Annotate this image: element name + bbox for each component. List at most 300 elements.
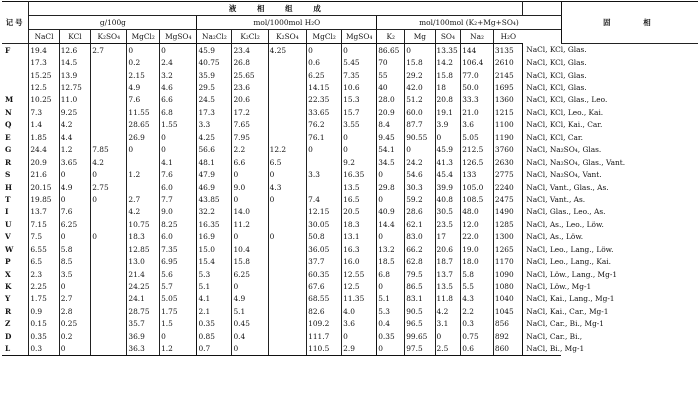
table-cell: 10.25	[29, 94, 59, 106]
table-cell: 1090	[493, 268, 522, 280]
table-row	[2, 181, 698, 193]
table-cell: 0	[232, 280, 268, 292]
table-cell: 0.25	[59, 318, 91, 330]
table-cell: 1.2	[127, 168, 160, 180]
table-cell: 13.35	[435, 44, 461, 57]
table-cell: 11.8	[435, 293, 461, 305]
table-cell: 106.4	[461, 56, 494, 68]
table-cell	[91, 305, 127, 317]
table-cell: 82.6	[307, 305, 342, 317]
table-cell: 0	[127, 144, 160, 156]
table-cell: 0	[377, 193, 405, 205]
table-cell: 0.2	[127, 56, 160, 68]
table-cell: 66.2	[405, 243, 435, 255]
table-cell: 1.2	[160, 343, 197, 356]
table-cell	[268, 343, 307, 356]
table-cell: 5.05	[461, 131, 494, 143]
table-cell: 6.25	[232, 268, 268, 280]
table-cell: 36.05	[307, 243, 342, 255]
table-cell: 24.2	[405, 156, 435, 168]
table-cell	[268, 243, 307, 255]
table-cell: 6.55	[29, 243, 59, 255]
table-cell: 6.6	[160, 94, 197, 106]
table-cell: 8.4	[377, 119, 405, 131]
table-cell: 7.4	[307, 193, 342, 205]
table-cell: 25.65	[232, 69, 268, 81]
table-cell: 13.5	[342, 181, 377, 193]
table-cell: 0	[160, 131, 197, 143]
table-cell: 3.65	[59, 156, 91, 168]
table-cell: 14.5	[59, 56, 91, 68]
table-cell: 0	[342, 144, 377, 156]
table-cell: 40.8	[435, 193, 461, 205]
solid-phase-cell: NaCl, Na₂SO₄, Glas., Vant.	[523, 156, 562, 168]
table-cell: 7.3	[29, 106, 59, 118]
table-cell: 30.3	[405, 181, 435, 193]
table-cell: 108.5	[461, 193, 494, 205]
table-cell: 51.2	[405, 94, 435, 106]
table-cell: 2.7	[59, 293, 91, 305]
row-code: I	[5, 207, 9, 217]
table-cell: 0	[342, 44, 377, 57]
table-cell: 10.6	[342, 81, 377, 93]
table-cell: 17.3	[197, 106, 232, 118]
table-cell: 14.2	[435, 56, 461, 68]
solid-phase-cell: NaCl, KCl, Glas.	[523, 44, 562, 57]
table-cell: 56.6	[197, 144, 232, 156]
table-cell: 5.1	[232, 305, 268, 317]
table-cell: 0.7	[197, 343, 232, 356]
table-row	[2, 255, 698, 267]
table-cell: 0.3	[29, 343, 59, 356]
table-cell	[268, 293, 307, 305]
table-cell: 0	[232, 168, 268, 180]
table-cell: 1360	[493, 94, 522, 106]
table-cell: 0	[59, 193, 91, 205]
solid-phase-cell: NaCl, As., Löw.	[523, 231, 562, 243]
table-cell: 9.45	[377, 131, 405, 143]
table-cell: 12.6	[59, 44, 91, 57]
table-cell: 1.85	[29, 131, 59, 143]
table-cell	[91, 343, 127, 356]
table-cell: 5.1	[377, 293, 405, 305]
table-cell: 15.25	[29, 69, 59, 81]
table-cell: 0	[268, 193, 307, 205]
table-cell: 15.8	[435, 69, 461, 81]
table-cell: 26.9	[127, 131, 160, 143]
table-cell: 6.5	[268, 156, 307, 168]
table-cell: 1080	[493, 280, 522, 292]
solubility-table	[2, 1, 698, 356]
table-cell: 23.5	[435, 218, 461, 230]
table-cell: 5.3	[197, 268, 232, 280]
table-cell: 0	[377, 343, 405, 356]
table-cell: 0	[268, 231, 307, 243]
table-cell: 40	[377, 81, 405, 93]
table-cell: 45.9	[435, 144, 461, 156]
table-row	[2, 318, 698, 330]
table-cell: 21.0	[461, 106, 494, 118]
table-cell: 9.0	[160, 206, 197, 218]
row-code: G	[5, 145, 12, 155]
table-cell	[268, 330, 307, 342]
table-cell: 1190	[493, 131, 522, 143]
solid-phase-cell: NaCl, Vant., As.	[523, 193, 562, 205]
table-cell: 6.6	[232, 156, 268, 168]
table-cell: 0	[405, 44, 435, 57]
table-cell	[91, 131, 127, 143]
table-cell: 212.5	[461, 144, 494, 156]
table-cell	[268, 69, 307, 81]
table-cell: 43.85	[197, 193, 232, 205]
table-row	[2, 56, 698, 68]
solid-phase-cell: NaCl, Kai., Lang., Mg-1	[523, 293, 562, 305]
table-cell	[91, 94, 127, 106]
solid-phase-cell: NaCl, Vant., Glas., As.	[523, 181, 562, 193]
row-code: U	[5, 219, 12, 229]
table-cell: 36.3	[127, 343, 160, 356]
table-cell: 48.0	[461, 206, 494, 218]
table-cell: 0	[232, 231, 268, 243]
column-header: SO₄	[435, 30, 461, 44]
table-cell: 62.8	[405, 255, 435, 267]
table-cell: 4.9	[59, 181, 91, 193]
table-cell: 15.3	[342, 94, 377, 106]
table-cell: 60.35	[307, 268, 342, 280]
table-cell: 5.45	[342, 56, 377, 68]
table-cell: 0	[377, 231, 405, 243]
table-cell: 2.2	[232, 144, 268, 156]
unit-mol-h2o-header: mol/1000mol H₂O	[197, 16, 377, 30]
table-cell: 9.2	[342, 156, 377, 168]
table-cell	[268, 280, 307, 292]
table-cell: 19.0	[461, 243, 494, 255]
table-cell: 0	[232, 343, 268, 356]
table-cell: 41.3	[435, 156, 461, 168]
table-cell: 13.5	[435, 280, 461, 292]
table-cell: 37.7	[307, 255, 342, 267]
column-header: MgSO₄	[342, 30, 377, 44]
table-cell: 33.3	[461, 94, 494, 106]
table-cell: 6.8	[160, 106, 197, 118]
table-cell: 1695	[493, 81, 522, 93]
table-cell: 0	[405, 144, 435, 156]
table-cell: 12.5	[29, 81, 59, 93]
table-cell: 86.65	[377, 44, 405, 57]
table-cell: 11.0	[59, 94, 91, 106]
table-cell: 28.6	[405, 206, 435, 218]
table-cell: 17	[435, 231, 461, 243]
row-code: K	[5, 282, 12, 292]
table-cell: 2240	[493, 181, 522, 193]
table-cell: 20.5	[342, 206, 377, 218]
table-cell	[91, 268, 127, 280]
table-cell: 6.0	[160, 181, 197, 193]
row-code: W	[5, 244, 14, 254]
table-cell: 7.95	[232, 131, 268, 143]
table-cell: 90.55	[405, 131, 435, 143]
table-cell: 0	[268, 168, 307, 180]
table-cell: 0.75	[461, 330, 494, 342]
table-cell	[127, 181, 160, 193]
table-cell: 20.9	[29, 156, 59, 168]
table-cell: 2.15	[127, 69, 160, 81]
table-cell: 90.5	[405, 305, 435, 317]
row-code: S	[5, 170, 11, 180]
table-cell: 50.8	[307, 231, 342, 243]
table-cell: 856	[493, 318, 522, 330]
table-cell: 11.35	[342, 293, 377, 305]
row-code	[2, 81, 29, 93]
table-row	[2, 131, 698, 143]
table-cell: 4.4	[59, 131, 91, 143]
solid-phase-cell: NaCl, Glas., Leo., As.	[523, 206, 562, 218]
table-cell: 2.75	[91, 181, 127, 193]
table-cell: 0.4	[232, 330, 268, 342]
table-cell: 4.2	[127, 206, 160, 218]
table-cell: 0	[59, 168, 91, 180]
row-code	[2, 56, 29, 68]
table-row	[2, 206, 698, 218]
table-cell: 22.0	[461, 231, 494, 243]
table-cell: 0.35	[377, 330, 405, 342]
table-cell	[91, 218, 127, 230]
table-cell: 3.3	[307, 168, 342, 180]
table-cell: 3135	[493, 44, 522, 57]
table-row	[2, 305, 698, 317]
table-cell: 6.0	[160, 231, 197, 243]
table-cell: 21.4	[127, 268, 160, 280]
table-cell	[91, 56, 127, 68]
table-cell: 0	[91, 231, 127, 243]
solid-phase-cell: NaCl, Leo., Lang., Kai.	[523, 255, 562, 267]
row-code: X	[5, 269, 11, 279]
table-cell	[91, 293, 127, 305]
table-cell	[268, 305, 307, 317]
table-cell: 4.2	[435, 305, 461, 317]
table-cell: 0	[435, 131, 461, 143]
table-cell: 1285	[493, 218, 522, 230]
table-cell: 45.4	[435, 168, 461, 180]
table-cell: 8.5	[59, 255, 91, 267]
unit-mol-salt-header: mol/100mol (K₂+Mg+SO₄)	[377, 16, 562, 30]
table-cell: 20.9	[377, 106, 405, 118]
table-cell: 111.7	[307, 330, 342, 342]
table-cell: 24.4	[29, 144, 59, 156]
table-cell: 28.0	[377, 94, 405, 106]
table-cell: 2.5	[435, 343, 461, 356]
table-row	[2, 343, 698, 356]
solid-phase-cell: NaCl, As., Leo., Löw.	[523, 218, 562, 230]
table-cell: 12.0	[461, 218, 494, 230]
table-cell: 2.1	[197, 305, 232, 317]
table-cell: 4.1	[197, 293, 232, 305]
table-row	[2, 94, 698, 106]
table-cell: 3760	[493, 144, 522, 156]
table-cell: 3.3	[197, 119, 232, 131]
table-cell: 15.7	[342, 106, 377, 118]
table-cell: 30.05	[307, 218, 342, 230]
table-cell: 12.2	[268, 144, 307, 156]
column-header: K₂Cl₂	[232, 30, 268, 44]
table-cell: 6.5	[29, 255, 59, 267]
table-cell: 0	[127, 44, 160, 57]
table-row	[2, 69, 698, 81]
table-cell: 2775	[493, 168, 522, 180]
row-code: E	[5, 132, 11, 142]
table-cell: 13.9	[59, 69, 91, 81]
table-cell: 1.75	[29, 293, 59, 305]
table-cell: 15.8	[405, 56, 435, 68]
row-code: V	[5, 232, 11, 242]
table-cell: 15.4	[197, 255, 232, 267]
table-cell	[91, 206, 127, 218]
table-cell: 7.35	[342, 69, 377, 81]
table-cell: 860	[493, 343, 522, 356]
table-cell: 5.7	[160, 280, 197, 292]
row-code: D	[5, 331, 12, 341]
table-cell: 2.7	[91, 44, 127, 57]
table-cell: 0.6	[307, 56, 342, 68]
table-cell: 76.1	[307, 131, 342, 143]
table-cell: 4.1	[160, 156, 197, 168]
table-cell: 18	[435, 81, 461, 93]
column-header: K₂SO₄	[268, 30, 307, 44]
table-cell	[307, 181, 342, 193]
table-cell: 0	[59, 280, 91, 292]
table-cell: 9.25	[59, 106, 91, 118]
solid-phase-cell: NaCl, Kai., Car., Mg-1	[523, 305, 562, 317]
table-cell: 18.3	[342, 218, 377, 230]
table-cell: 0	[342, 330, 377, 342]
table-cell: 5.6	[160, 268, 197, 280]
solid-phase-cell: NaCl, Na₂SO₄, Vant.	[523, 168, 562, 180]
row-code: M	[5, 95, 14, 105]
table-cell: 2.3	[29, 268, 59, 280]
table-cell: 13.7	[435, 268, 461, 280]
table-row	[2, 231, 698, 243]
table-cell: 16.3	[342, 243, 377, 255]
table-cell: 30.5	[435, 206, 461, 218]
table-cell: 0.35	[197, 318, 232, 330]
table-cell: 0	[377, 168, 405, 180]
solid-phase-cell: NaCl, Na₂SO₄, Glas.	[523, 144, 562, 156]
table-cell: 1300	[493, 231, 522, 243]
table-cell: 144	[461, 44, 494, 57]
table-row	[2, 168, 698, 180]
table-cell	[268, 206, 307, 218]
row-code: R	[5, 306, 12, 316]
table-cell: 29.2	[405, 69, 435, 81]
table-cell	[268, 318, 307, 330]
table-cell: 0	[160, 144, 197, 156]
row-code	[2, 69, 29, 81]
table-cell: 46.9	[197, 181, 232, 193]
table-cell: 67.6	[307, 280, 342, 292]
table-cell: 18.5	[377, 255, 405, 267]
table-cell	[268, 106, 307, 118]
table-cell: 76.2	[307, 119, 342, 131]
table-cell: 2610	[493, 56, 522, 68]
table-cell	[91, 119, 127, 131]
table-cell	[268, 119, 307, 131]
row-code: T	[5, 194, 11, 204]
table-cell: 16.35	[342, 168, 377, 180]
table-cell: 4.3	[461, 293, 494, 305]
table-cell: 19.85	[29, 193, 59, 205]
table-cell: 1215	[493, 106, 522, 118]
table-cell: 0	[307, 144, 342, 156]
table-cell: 14.4	[377, 218, 405, 230]
table-cell: 20.15	[29, 181, 59, 193]
table-cell: 9.0	[232, 181, 268, 193]
table-cell: 0	[91, 168, 127, 180]
table-cell: 45.9	[197, 44, 232, 57]
solid-phase-cell: NaCl, KCl, Leo., Kai.	[523, 106, 562, 118]
table-cell: 12.75	[59, 81, 91, 93]
table-cell: 16.5	[342, 193, 377, 205]
table-cell: 15.0	[197, 243, 232, 255]
table-row	[2, 268, 698, 280]
table-cell: 1.4	[29, 119, 59, 131]
table-cell: 2.4	[160, 56, 197, 68]
table-cell: 3.55	[342, 119, 377, 131]
table-cell: 1490	[493, 206, 522, 218]
table-row	[2, 218, 698, 230]
table-cell: 0.3	[461, 318, 494, 330]
table-cell	[307, 156, 342, 168]
table-cell: 11.2	[232, 218, 268, 230]
table-cell: 1265	[493, 243, 522, 255]
table-cell	[91, 330, 127, 342]
table-cell: 3.9	[435, 119, 461, 131]
table-cell: 1.55	[160, 119, 197, 131]
table-cell: 35.7	[127, 318, 160, 330]
table-cell: 13.7	[29, 206, 59, 218]
table-row	[2, 119, 698, 131]
table-cell	[268, 218, 307, 230]
table-cell	[268, 81, 307, 93]
solid-phase-cell: NaCl, Bi., Mg-1	[523, 343, 562, 356]
table-cell: 1.75	[160, 305, 197, 317]
table-cell: 3.6	[342, 318, 377, 330]
table-cell: 24.1	[127, 293, 160, 305]
table-cell: 3.2	[160, 69, 197, 81]
table-cell: 20.6	[232, 94, 268, 106]
table-cell: 0	[232, 193, 268, 205]
solid-phase-cell: NaCl, KCl, Glas.	[523, 69, 562, 81]
table-cell	[268, 56, 307, 68]
table-cell: 4.3	[268, 181, 307, 193]
table-cell: 60.0	[405, 106, 435, 118]
row-code: Q	[5, 120, 12, 130]
table-cell: 0.4	[377, 318, 405, 330]
table-cell: 6.95	[160, 255, 197, 267]
table-cell: 109.2	[307, 318, 342, 330]
table-cell	[91, 81, 127, 93]
table-cell: 62.1	[405, 218, 435, 230]
table-cell: 3.5	[59, 268, 91, 280]
table-cell: 0.15	[29, 318, 59, 330]
column-header: K₂SO₄	[91, 30, 127, 44]
table-cell	[91, 280, 127, 292]
table-cell: 40.75	[197, 56, 232, 68]
table-cell: 5.5	[461, 280, 494, 292]
row-code: F	[5, 45, 11, 55]
table-cell: 24.25	[127, 280, 160, 292]
column-header: NaCl	[29, 30, 59, 44]
table-cell: 12.5	[342, 280, 377, 292]
